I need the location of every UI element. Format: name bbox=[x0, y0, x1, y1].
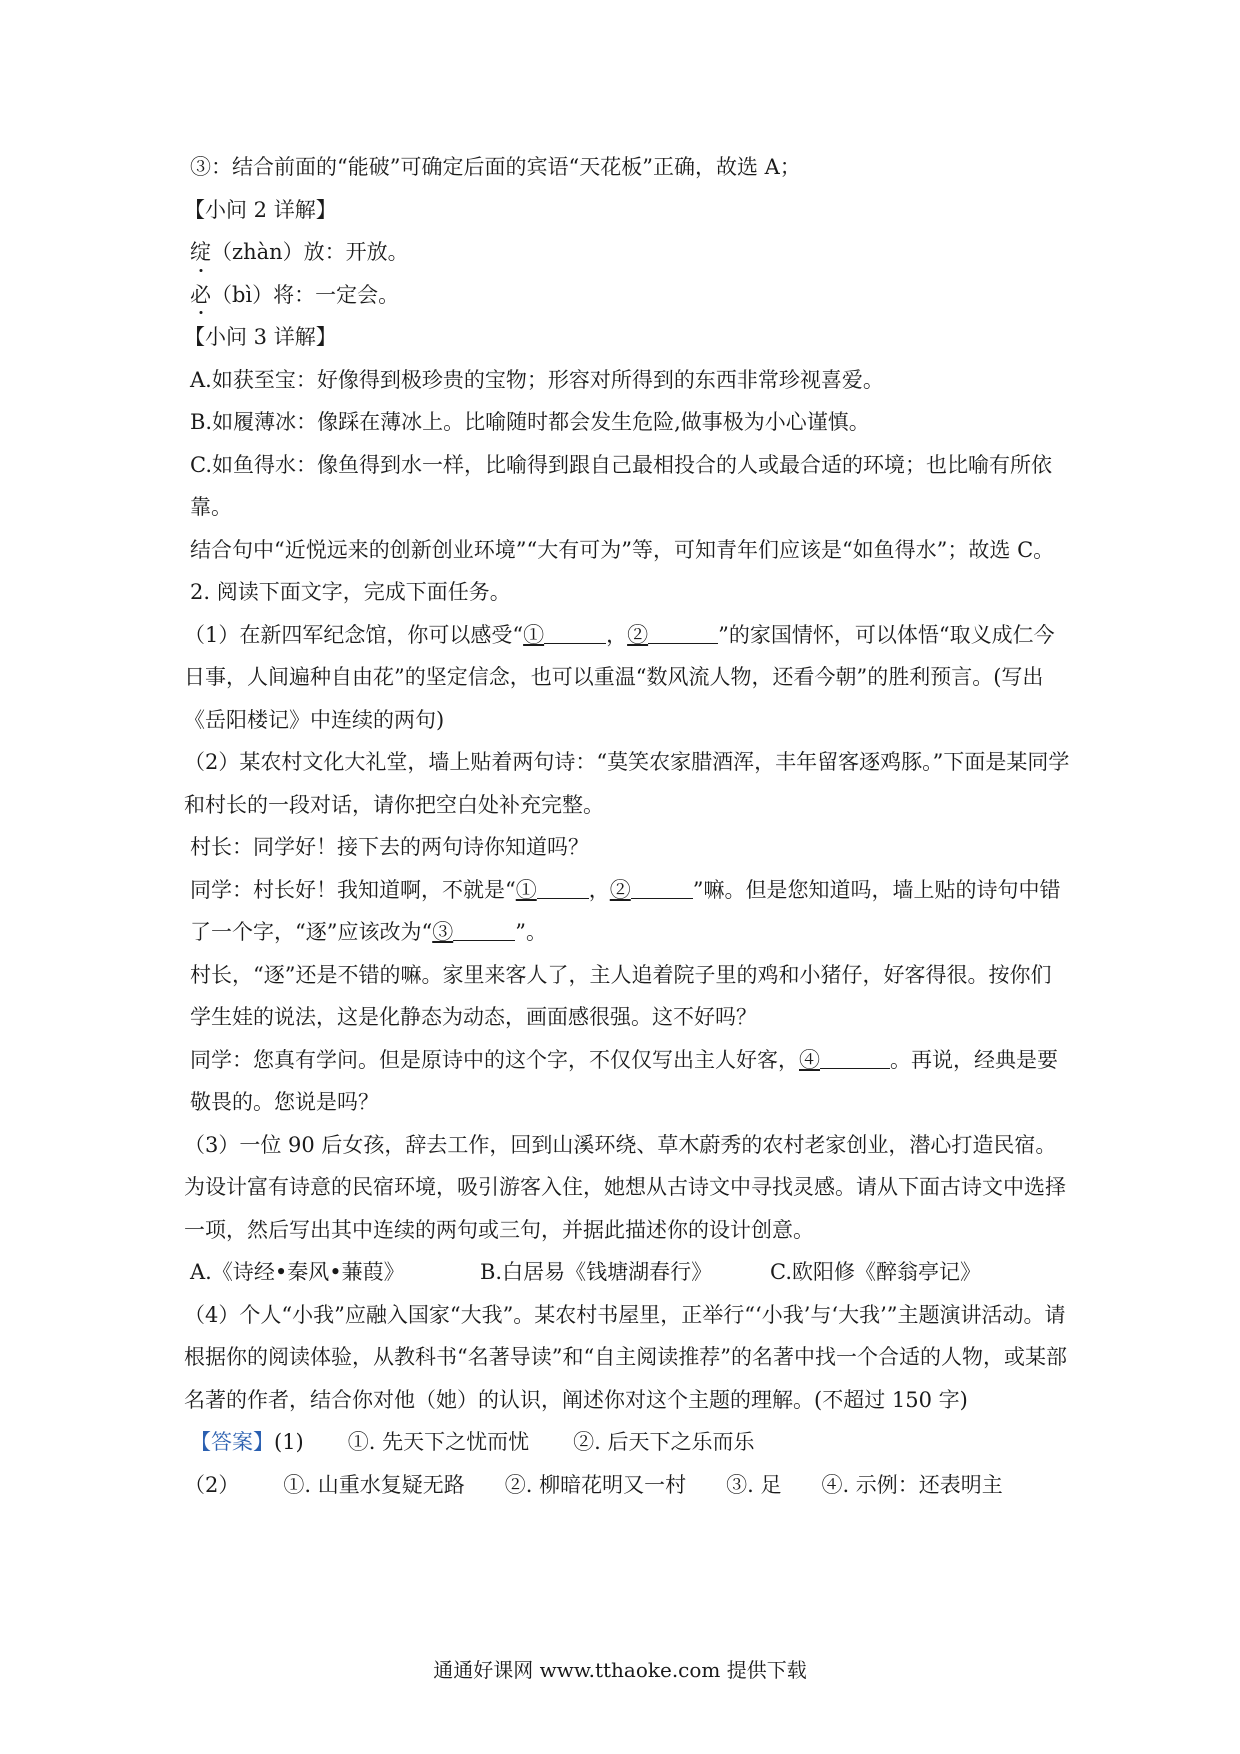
page-footer: 通通好课网 www.tthaoke.com 提供下载 bbox=[433, 1658, 807, 1682]
question-2-4: （4）个人“小我”应融入国家“大我”。某农村书屋里，正举行“‘小我’与‘大我’”主题演讲活动。请根据你的阅读体验，从教科书“名著导读”和“自主阅读推荐”的名著中找一个合适的人物，或某部名著的作者，结合你对他（她）的认识，阐述你对这个主题的理解。(不超过 150 字) bbox=[184, 1302, 1067, 1412]
document-body bbox=[184, 146, 1070, 1506]
dialogue-line: 村长：同学好！接下去的两句诗你知道吗？ bbox=[190, 835, 589, 859]
options-line bbox=[190, 1251, 1070, 1294]
section-heading: 【小问 2 详解】 bbox=[184, 197, 337, 222]
answer-blank bbox=[544, 619, 606, 644]
question-text: ”的家国情怀，可以体悟“取义成仁今日事，人间遍种自由花”的坚定信念，也可以重温“数风流人物，还看今朝”的胜利预言。(写出《岳阳楼记》中连续的两句) bbox=[184, 622, 1055, 732]
dialogue-text: ， bbox=[588, 877, 610, 902]
dialogue-text: ”。 bbox=[515, 920, 547, 944]
question-text: ， bbox=[606, 622, 628, 647]
blank-marker: ④ bbox=[799, 1047, 820, 1072]
question-text: （1）在新四军纪念馆，你可以感受“ bbox=[184, 622, 524, 647]
option-b: B.白居易《钱塘湖春行》 bbox=[480, 1260, 713, 1284]
answer-label: (1) bbox=[274, 1430, 304, 1454]
dialogue-line bbox=[190, 1039, 1070, 1124]
blank-marker: ① bbox=[523, 622, 545, 647]
answer-line bbox=[184, 1464, 1070, 1507]
question-2-2: （2）某农村文化大礼堂，墙上贴着两句诗：“莫笑农家腊酒浑，丰年留客逐鸡豚。”下面是某同学和村长的一段对话，请你把空白处补充完整。 bbox=[184, 750, 1070, 817]
answer-blank bbox=[631, 874, 693, 899]
option-c: C.欧阳修《醉翁亭记》 bbox=[770, 1260, 981, 1284]
blank-marker: ② bbox=[609, 877, 631, 902]
idiom-explanation: C.如鱼得水：像鱼得到水一样，比喻得到跟自己最相投合的人或最合适的环境；也比喻有所依靠。 bbox=[190, 452, 1052, 519]
blank-marker: ② bbox=[627, 622, 649, 647]
answer-label: （2） bbox=[184, 1472, 240, 1497]
idiom-explanation: A.如获至宝：好像得到极珍贵的宝物；形容对所得到的东西非常珍视喜爱。 bbox=[190, 367, 884, 392]
explanation-line: ③：结合前面的“能破”可确定后面的宾语“天花板”正确，故选 A； bbox=[190, 155, 801, 179]
dialogue-text: 。再说，经典是要敬畏的。您说是吗？ bbox=[190, 1047, 1058, 1114]
answer-blank bbox=[648, 619, 718, 644]
answer-blank bbox=[453, 916, 515, 941]
pinyin-line bbox=[190, 231, 1070, 274]
answer-item: ①. 先天下之忧而忧 bbox=[347, 1430, 530, 1454]
question-2-3: （3）一位 90 后女孩，辞去工作，回到山溪环绕、草木蔚秀的农村老家创业，潜心打造民宿。为设计富有诗意的民宿环境，吸引游客入住，她想从古诗文中寻找灵感。请从下面古诗文中选择一项，然后写出其中连续的两句或三句，并据此描述你的设计创意。 bbox=[184, 1132, 1066, 1242]
answer-blank bbox=[537, 874, 589, 899]
idiom-explanation: B.如履薄冰：像踩在薄冰上。比喻随时都会发生危险,做事极为小心谨慎。 bbox=[190, 410, 870, 434]
dialogue-line bbox=[190, 869, 1070, 954]
pinyin-definition: （bì）将：一定会。 bbox=[211, 282, 400, 307]
answer-item: ④. 示例：还表明主 bbox=[821, 1472, 1003, 1497]
answer-blank bbox=[820, 1044, 890, 1069]
emphasized-char: 绽 bbox=[190, 231, 211, 274]
dialogue-text: 同学：您真有学问。但是原诗中的这个字，不仅仅写出主人好客， bbox=[190, 1047, 799, 1072]
question-title: 2. 阅读下面文字，完成下面任务。 bbox=[190, 580, 511, 604]
answer-item: ②. 后天下之乐而乐 bbox=[573, 1430, 755, 1454]
answer-line bbox=[190, 1421, 1070, 1464]
blank-marker: ③ bbox=[432, 920, 454, 944]
dialogue-text: ”嘛。但是您知道吗，墙上贴的诗句中错了一个字，“逐”应该改为“ bbox=[190, 877, 1061, 944]
blank-marker: ① bbox=[515, 877, 537, 902]
pinyin-definition: （zhàn）放：开放。 bbox=[211, 240, 409, 264]
dialogue-line: 村长，“逐”还是不错的嘛。家里来客人了，主人追着院子里的鸡和小猪仔，好客得很。按你们学生娃的说法，这是化静态为动态，画面感很强。这不好吗？ bbox=[190, 962, 1052, 1029]
option-a: A.《诗经•秦风•蒹葭》 bbox=[190, 1260, 405, 1284]
conclusion-paragraph: 结合句中“近悦远来的创新创业环境”“大有可为”等，可知青年们应该是“如鱼得水”；故选 C。 bbox=[190, 537, 1055, 562]
answer-item: ②. 柳暗花明又一村 bbox=[504, 1472, 687, 1497]
answer-item: ①. 山重水复疑无路 bbox=[283, 1472, 465, 1497]
question-2-1 bbox=[184, 614, 1070, 742]
answer-tag: 【答案】 bbox=[190, 1430, 274, 1454]
emphasized-char: 必 bbox=[190, 274, 211, 317]
section-heading: 【小问 3 详解】 bbox=[184, 325, 337, 349]
answer-item: ③. 足 bbox=[726, 1472, 782, 1497]
pinyin-line bbox=[190, 274, 1070, 317]
dialogue-text: 同学：村长好！我知道啊，不就是“ bbox=[190, 877, 516, 902]
